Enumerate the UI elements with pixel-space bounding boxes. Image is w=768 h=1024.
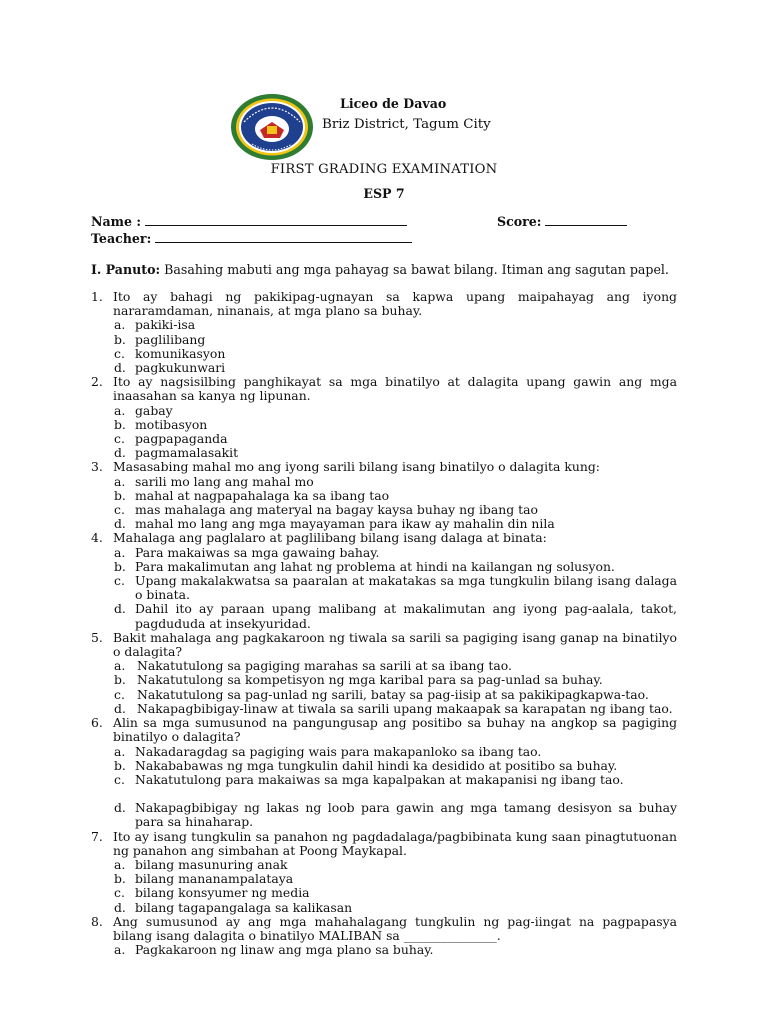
option-text: Nakatutulong sa kompetisyon ng mga karibal para sa pag-unlad sa buhay. — [137, 672, 603, 688]
options-list — [113, 546, 677, 631]
answer-option[interactable] — [113, 333, 677, 347]
answer-option[interactable] — [113, 503, 677, 517]
option-letter: b. — [114, 487, 126, 503]
teacher-blank-line[interactable] — [155, 241, 412, 243]
name-field — [91, 214, 407, 229]
option-letter: d. — [114, 445, 126, 461]
answer-option[interactable] — [113, 872, 677, 886]
question-text: Ito ay nagsisilbing panghikayat sa mga binatilyo at dalagita upang gawin ang mga inaasahan sa kanya ng lipunan. — [113, 374, 677, 404]
answer-option[interactable] — [113, 801, 677, 829]
option-text: Para makalimutan ang lahat ng problema at hindi na kailangan ng solusyon. — [135, 558, 615, 574]
option-text: pagpapaganda — [135, 431, 228, 447]
answer-option[interactable] — [113, 602, 677, 630]
directions-text: Basahing mabuti ang mga pahayag sa bawat bilang. Itiman ang sagutan papel. — [160, 262, 669, 277]
option-letter: d. — [114, 800, 126, 816]
option-text: Dahil ito ay paraan upang malibang at makalimutan ang iyong pag-aalala, takot, pagdududa at insekyuridad. — [135, 601, 677, 631]
option-text: komunikasyon — [135, 345, 226, 361]
option-text: pagmamalasakit — [135, 445, 239, 461]
answer-option[interactable] — [113, 517, 677, 531]
teacher-label: Teacher: — [91, 231, 152, 246]
question-item — [91, 716, 677, 829]
answer-option[interactable] — [113, 446, 677, 460]
question-text: Ito ay isang tungkulin sa panahon ng pagdadalaga/pagbibinata kung saan pinagtutuonan ng panahon ang simbahan at Poong Maykapal. — [113, 828, 677, 858]
name-label: Name : — [91, 214, 142, 229]
option-text: bilang mananampalataya — [135, 871, 294, 887]
answer-option[interactable] — [113, 759, 677, 773]
option-text: Nakadaragdag sa pagiging wais para makapanloko sa ibang tao. — [135, 743, 542, 759]
option-letter: c. — [114, 502, 125, 518]
answer-option[interactable] — [113, 347, 677, 361]
option-text: mahal at nagpapahalaga ka sa ibang tao — [135, 487, 390, 503]
option-letter: d. — [114, 899, 126, 915]
teacher-field — [91, 231, 412, 246]
option-letter: a. — [114, 856, 126, 872]
option-text: pagkukunwari — [135, 360, 226, 376]
option-letter: a. — [114, 658, 126, 674]
option-text: Nakatutulong sa pagiging marahas sa sarili at sa ibang tao. — [137, 658, 512, 674]
answer-option[interactable] — [113, 560, 677, 574]
option-letter: d. — [114, 601, 126, 617]
question-text: Masasabing mahal mo ang iyong sarili bilang isang binatilyo o dalagita kung: — [113, 459, 600, 475]
score-blank-line[interactable] — [545, 224, 627, 226]
question-item — [91, 375, 677, 460]
options-list — [113, 318, 677, 375]
exam-title: FIRST GRADING EXAMINATION — [270, 162, 498, 177]
option-text: mas mahalaga ang materyal na bagay kaysa buhay ng ibang tao — [135, 502, 538, 518]
option-letter: a. — [114, 942, 126, 958]
option-text: bilang masunuring anak — [135, 856, 288, 872]
answer-option[interactable] — [113, 546, 677, 560]
answer-option[interactable] — [113, 745, 677, 759]
answer-option[interactable] — [113, 773, 677, 787]
question-text: Bakit mahalaga ang pagkakaroon ng tiwala sa sarili sa pagiging isang ganap na binatilyo o dalagita? — [113, 629, 677, 660]
answer-option[interactable] — [113, 418, 677, 432]
answer-option[interactable] — [113, 574, 677, 602]
options-list — [113, 745, 677, 830]
option-text: Pagkakaroon ng linaw ang mga plano sa buhay. — [135, 942, 434, 958]
answer-option[interactable] — [113, 432, 677, 446]
answer-option[interactable] — [113, 659, 677, 673]
subject-title: ESP 7 — [363, 186, 405, 201]
answer-option[interactable] — [113, 943, 677, 957]
score-field — [497, 214, 627, 229]
option-letter: c. — [114, 345, 125, 361]
answer-option[interactable] — [113, 688, 677, 702]
question-number: 7. — [91, 828, 103, 844]
question-item — [91, 915, 677, 958]
option-text: Para makaiwas sa mga gawaing bahay. — [135, 544, 380, 560]
option-letter: a. — [114, 743, 126, 759]
answer-option[interactable] — [113, 858, 677, 872]
answer-option[interactable] — [113, 886, 677, 900]
question-item — [91, 531, 677, 630]
option-letter: c. — [114, 431, 125, 447]
option-letter: c. — [114, 771, 125, 787]
blank-spacer — [113, 787, 677, 801]
question-text: Alin sa mga sumusunod na pangungusap ang positibo sa buhay na angkop sa pagiging binatilyo o dalagita? — [113, 715, 677, 745]
option-letter: b. — [114, 871, 126, 887]
question-list — [91, 290, 677, 957]
question-text: Mahalaga ang paglalaro at paglilibang bilang isang dalaga at binata: — [113, 530, 547, 546]
option-text: Nakatutulong sa pag-unlad ng sarili, batay sa pag-iisip at sa pakikipagkapwa-tao. — [137, 686, 649, 702]
option-letter: b. — [114, 672, 126, 688]
answer-option[interactable] — [113, 318, 677, 332]
option-letter: a. — [114, 317, 126, 333]
option-letter: b. — [114, 416, 126, 432]
option-text: mahal mo lang ang mga mayayaman para ikaw ay mahalin din nila — [135, 516, 555, 532]
question-number: 1. — [91, 289, 103, 304]
option-text: gabay — [135, 402, 173, 418]
question-text: Ito ay bahagi ng pakikipag-ugnayan sa kapwa upang maipahayag ang iyong nararamdaman, ninanais, at mga plano sa buhay. — [113, 289, 677, 319]
question-number: 4. — [91, 530, 103, 546]
option-text: Nakababawas ng mga tungkulin dahil hindi ka desidido at positibo sa buhay. — [135, 757, 618, 773]
question-number: 3. — [91, 459, 103, 475]
option-letter: b. — [114, 757, 126, 773]
answer-option[interactable] — [113, 475, 677, 489]
answer-option[interactable] — [113, 489, 677, 503]
answer-option[interactable] — [113, 361, 677, 375]
score-label: Score: — [497, 214, 542, 229]
name-blank-line[interactable] — [145, 224, 407, 226]
directions — [91, 262, 681, 277]
option-letter: c. — [114, 686, 125, 702]
answer-option[interactable] — [113, 404, 677, 418]
question-item — [91, 290, 677, 375]
answer-option[interactable] — [113, 901, 677, 915]
option-text: Nakapagbibigay ng lakas ng loob para gawin ang mga tamang desisyon sa buhay para sa hinaharap. — [135, 800, 677, 830]
question-text: Ang sumusunod ay ang mga mahahalagang tungkulin ng pag-iingat na pagpapasya bilang isang dalagita o binatilyo MALIBAN sa _______________. — [113, 913, 677, 943]
options-list — [113, 858, 677, 915]
answer-option[interactable] — [113, 673, 677, 687]
school-name: Liceo de Davao — [340, 96, 447, 111]
option-letter: b. — [114, 558, 126, 574]
option-letter: a. — [114, 473, 126, 489]
option-text: paglilibang — [135, 331, 206, 347]
option-letter: d. — [114, 360, 126, 376]
option-letter: b. — [114, 331, 126, 347]
option-letter: d. — [114, 516, 126, 532]
option-letter: a. — [114, 402, 126, 418]
options-list — [113, 943, 677, 957]
option-text: Nakapagbibigay-linaw at tiwala sa sarili upang makaapak sa karapatan ng ibang tao. — [137, 700, 673, 716]
school-seal-logo — [230, 92, 314, 162]
question-number: 5. — [91, 629, 103, 645]
question-item — [91, 631, 677, 716]
school-address: Briz District, Tagum City — [322, 117, 491, 132]
option-text: Nakatutulong para makaiwas sa mga kapalpakan at makapanisi ng ibang tao. — [135, 771, 624, 787]
option-letter: c. — [114, 573, 125, 589]
options-list — [113, 475, 677, 532]
option-text: bilang konsyumer ng media — [135, 885, 310, 901]
options-list — [113, 659, 677, 716]
option-text: bilang tagapangalaga sa kalikasan — [135, 899, 353, 915]
question-number: 8. — [91, 913, 103, 929]
option-text: motibasyon — [135, 416, 208, 432]
option-text: pakiki-isa — [135, 317, 196, 333]
option-text: Upang makalakwatsa sa paaralan at makatakas sa mga tungkulin bilang isang dalaga o binata. — [135, 573, 677, 603]
question-number: 6. — [91, 715, 103, 731]
option-letter: c. — [114, 885, 125, 901]
directions-label: I. Panuto: — [91, 262, 161, 277]
option-text: sarili mo lang ang mahal mo — [135, 473, 314, 489]
question-item — [91, 460, 677, 531]
option-letter: a. — [114, 544, 126, 560]
options-list — [113, 404, 677, 461]
question-number: 2. — [91, 374, 103, 390]
option-letter: d. — [114, 700, 126, 716]
answer-option[interactable] — [113, 702, 677, 716]
question-item — [91, 830, 677, 915]
